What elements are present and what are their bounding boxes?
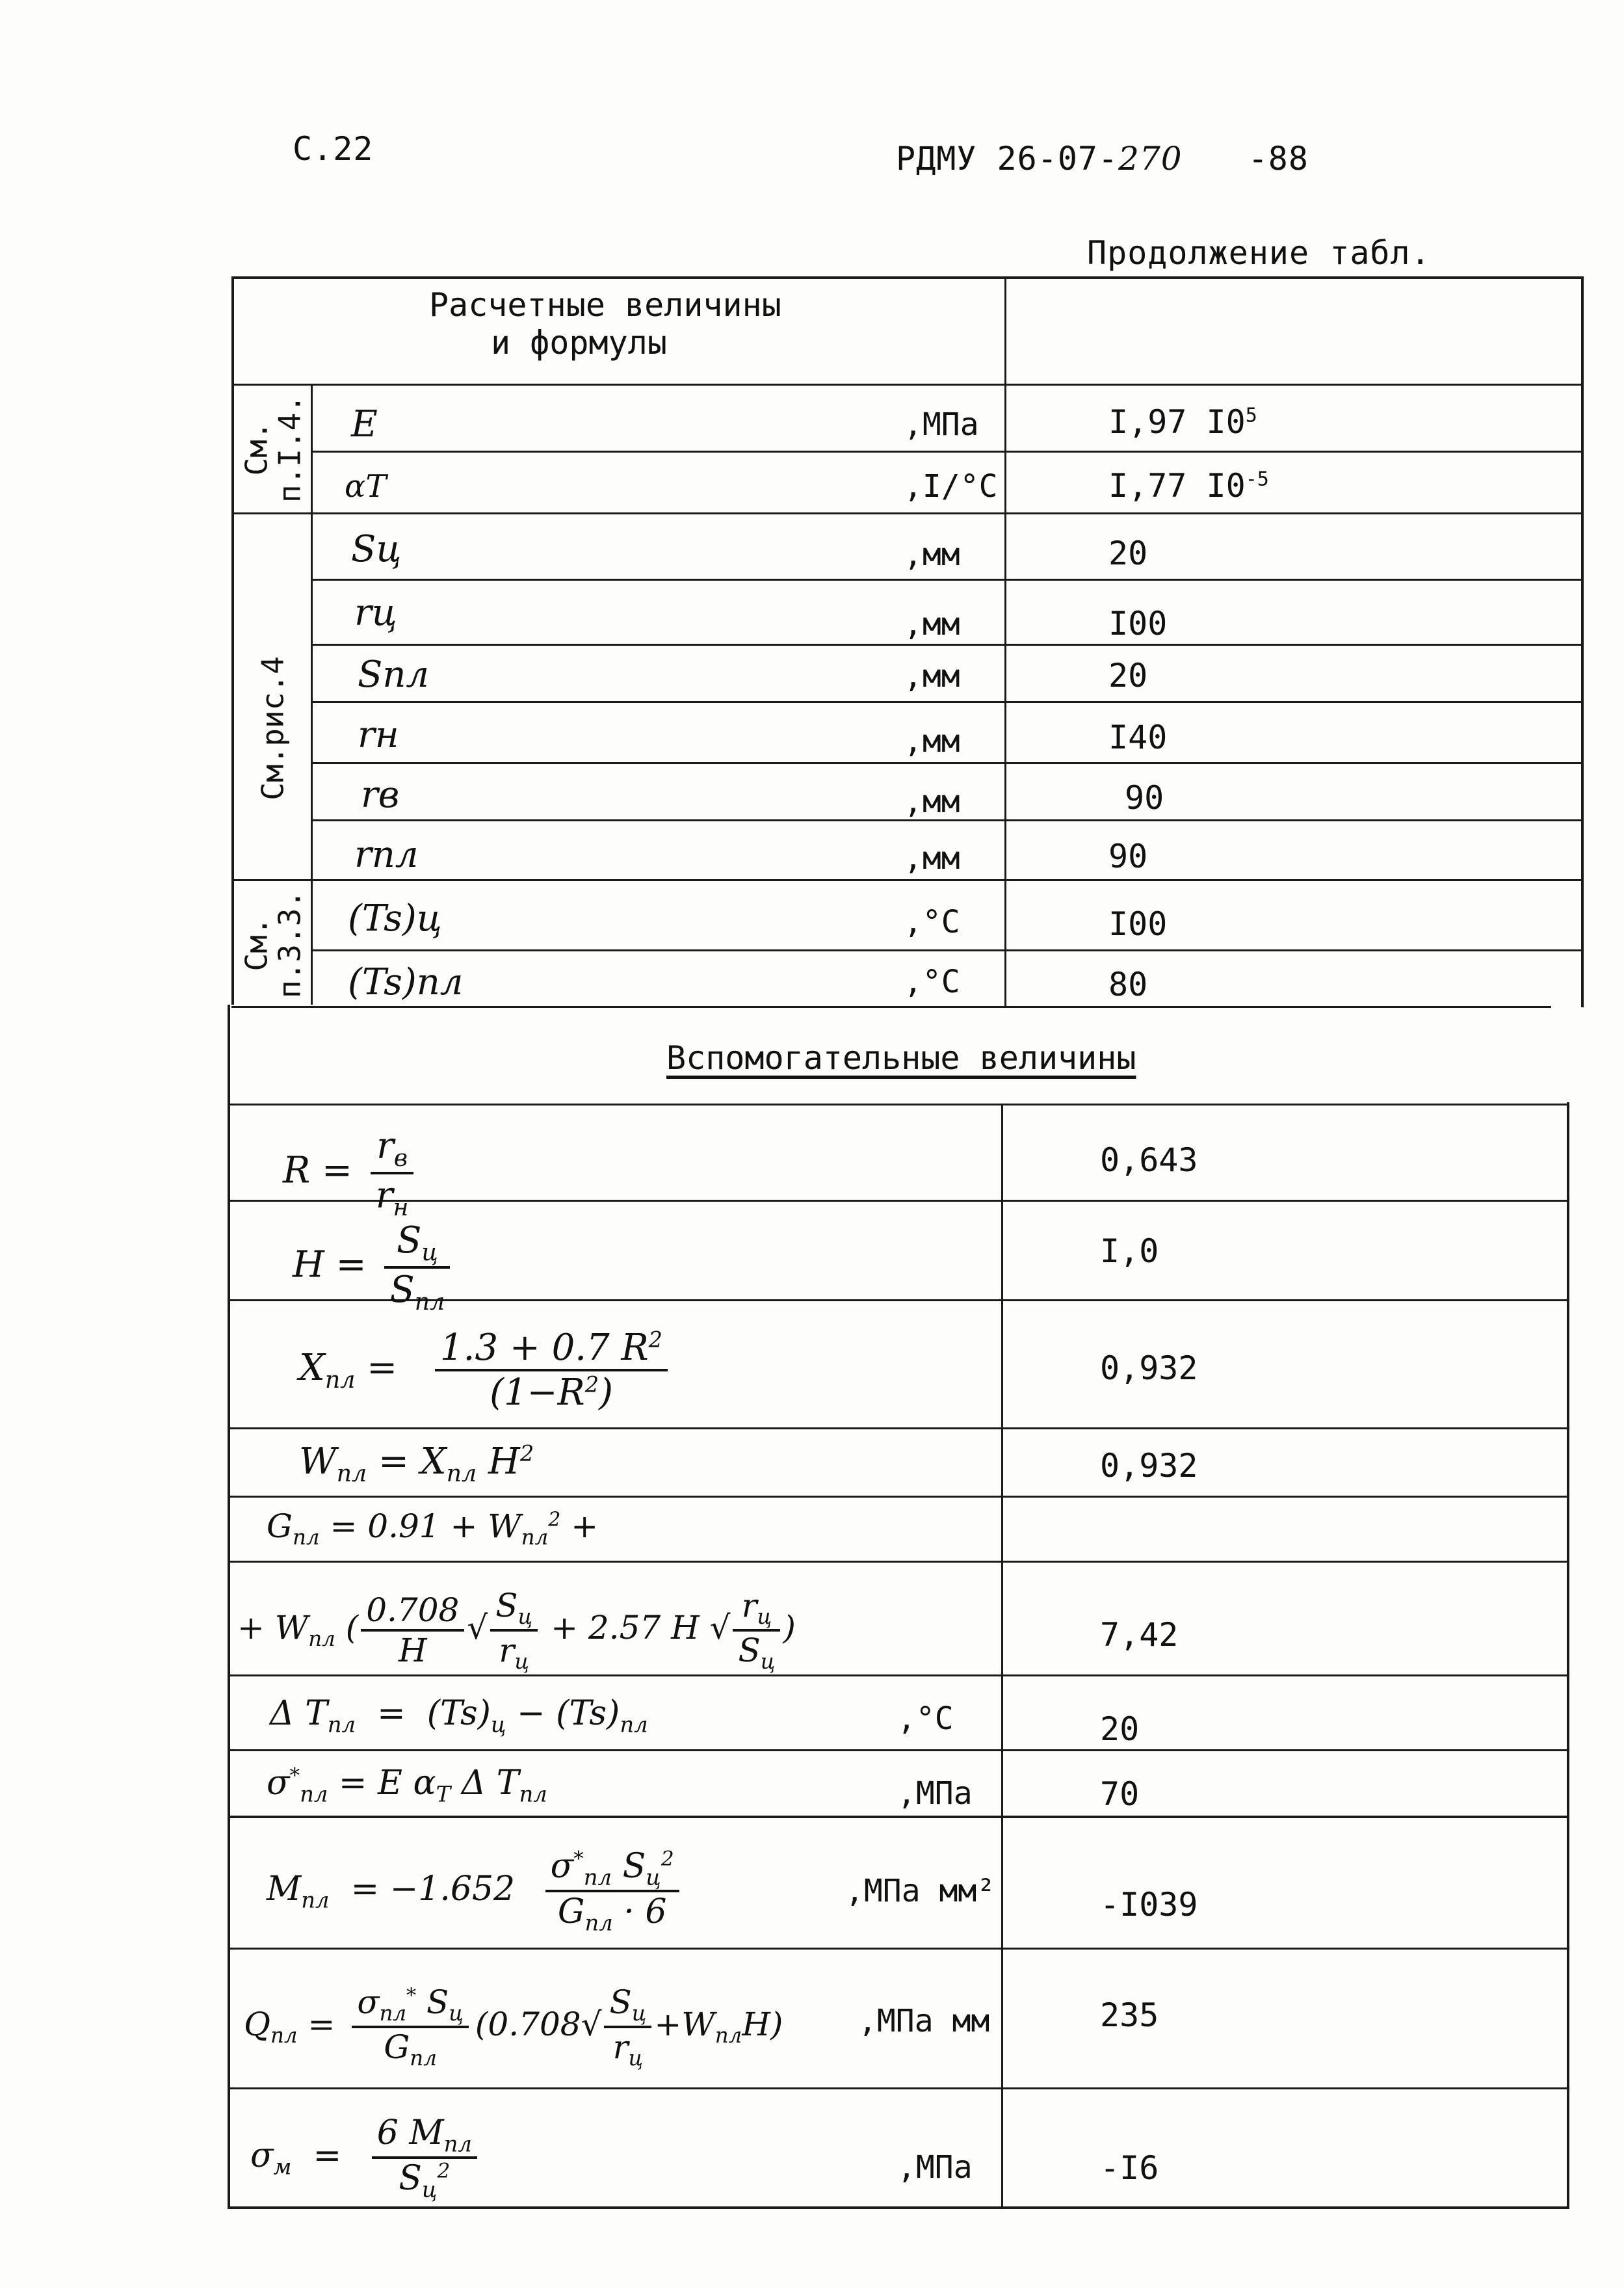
value-delta-t: 20 bbox=[1100, 1710, 1140, 1748]
formula-h bbox=[293, 1219, 456, 1316]
row-separator bbox=[311, 762, 1582, 764]
unit-s-pl: ,мм bbox=[904, 658, 960, 695]
value-s-c: 20 bbox=[1108, 535, 1148, 572]
row-separator bbox=[311, 644, 1582, 646]
formula-delta-t: Δ $T_{пл} = (Ts)_ц - (Ts)_{пл}$ bbox=[270, 1694, 648, 1738]
row-separator bbox=[234, 384, 1583, 386]
unit-r-n: ,мм bbox=[904, 723, 960, 760]
value-sigma-star: 70 bbox=[1100, 1775, 1140, 1813]
fraction-m-pl: $\frac{\sigma^*_{пл} S_ц^2}{G_{пл} \cdot 6}$ bbox=[545, 1847, 679, 1936]
row-separator bbox=[231, 1006, 1551, 1008]
value-g-pl: 7,42 bbox=[1100, 1616, 1179, 1654]
value-r-n: I40 bbox=[1108, 719, 1168, 756]
table-left-border-lower bbox=[228, 1005, 230, 2209]
document-code-handwritten: 270 bbox=[1118, 140, 1183, 178]
unit-delta-t: ,°C bbox=[897, 1700, 954, 1737]
formula-r-lhs: R = bbox=[283, 1149, 352, 1192]
fraction-g-c: $\frac{r_ц}{S_ц}$ bbox=[733, 1587, 780, 1674]
row-separator bbox=[234, 512, 1583, 514]
formula-g-pl-part1: $G_{пл} = 0.91 + W_{пл}^2$ + bbox=[267, 1507, 599, 1550]
value-column-divider-lower bbox=[1001, 1105, 1003, 2209]
fraction-q-root: $\frac{S_ц}{r_ц}$ bbox=[604, 1983, 651, 2071]
page-number: С.22 bbox=[293, 130, 374, 168]
row-separator bbox=[228, 1496, 1569, 1498]
fraction-g-a: $\frac{0.708}{H}$ bbox=[361, 1591, 464, 1669]
row-separator bbox=[228, 2087, 1569, 2089]
value-sigma-m: -I6 bbox=[1100, 2149, 1159, 2187]
formula-m-pl: $M_{пл} = -1.652$ $\frac{\sigma^*_{пл} S_ц^2}{G_{пл} \cdot 6}$ bbox=[267, 1847, 686, 1936]
row-separator bbox=[228, 1674, 1569, 1676]
formula-h-lhs: H = bbox=[293, 1243, 367, 1286]
formula-sigma-m: $\sigma_м$ = $\frac{6 M_{пл}}{S_ц^2}$ bbox=[250, 2113, 484, 2203]
table-head-line1: Расчетные величины bbox=[429, 286, 781, 324]
formula-q-pl: $Q_{пл}$ = $\frac{\sigma_{пл}^* S_ц}{G_{пл}}$ (0.708√ $\frac{S_ц}{r_ц}$ $+W_{пл}H$) bbox=[244, 1983, 783, 2071]
value-e-mantissa: I,97 I0 bbox=[1108, 403, 1246, 441]
fraction-h: $\frac{S_ц}{S_{пл}}$ bbox=[384, 1219, 450, 1316]
row-separator bbox=[228, 1427, 1569, 1429]
table-head-line2: и формулы bbox=[491, 324, 667, 362]
symbol-s-pl: Sпл bbox=[358, 654, 430, 696]
value-h: I,0 bbox=[1100, 1232, 1159, 1270]
unit-r-v: ,мм bbox=[904, 784, 960, 820]
unit-ts-pl: ,°C bbox=[904, 964, 960, 1000]
value-e-exponent: 5 bbox=[1245, 404, 1257, 427]
value-r-v: 90 bbox=[1125, 779, 1164, 817]
symbol-r-pl: rпл bbox=[354, 834, 419, 876]
symbol-r-n: rн bbox=[358, 714, 399, 756]
formula-x-pl bbox=[299, 1327, 674, 1414]
row-separator bbox=[228, 1104, 1569, 1105]
table-right-border-lower bbox=[1567, 1102, 1569, 2209]
value-ts-c: I00 bbox=[1108, 905, 1168, 943]
unit-sigma-star: ,МПа bbox=[897, 1775, 973, 1812]
fraction-r: $\frac{r_в}{r_н}$ bbox=[371, 1125, 414, 1221]
value-q-pl: 235 bbox=[1100, 1996, 1159, 2034]
fraction-g-b: $\frac{S_ц}{r_ц}$ bbox=[490, 1587, 538, 1674]
unit-r-pl: ,мм bbox=[904, 840, 960, 877]
row-separator bbox=[234, 879, 1583, 881]
row-separator bbox=[311, 579, 1582, 581]
symbol-ts-c: (Ts)ц bbox=[348, 897, 442, 940]
row-separator bbox=[228, 1561, 1569, 1563]
document-code-prefix: РДМУ 26-07- bbox=[896, 140, 1119, 178]
value-r-pl: 90 bbox=[1108, 838, 1148, 875]
row-separator bbox=[311, 949, 1582, 951]
row-separator bbox=[228, 1749, 1569, 1751]
value-alpha-t-mantissa: I,77 I0 bbox=[1108, 467, 1246, 505]
auxiliary-section-title: Вспомогательные величины bbox=[666, 1039, 1136, 1077]
value-x-pl: 0,932 bbox=[1100, 1349, 1198, 1387]
table-top-border bbox=[234, 276, 1583, 279]
value-alpha-t bbox=[1108, 467, 1269, 505]
formula-sigma-star: $\sigma^*_{пл} = E$ $\alpha_T$ Δ $T_{пл}$ bbox=[267, 1764, 547, 1807]
value-e bbox=[1108, 403, 1257, 441]
value-m-pl: -I039 bbox=[1100, 1886, 1198, 1924]
symbol-ts-pl: (Ts)пл bbox=[348, 961, 464, 1003]
symbol-alpha-t: αT bbox=[345, 468, 387, 505]
unit-m-pl: ,МПа мм² bbox=[845, 1873, 996, 1909]
unit-r-c: ,мм bbox=[904, 606, 960, 642]
unit-s-c: ,мм bbox=[904, 536, 960, 573]
value-ts-pl: 80 bbox=[1108, 966, 1148, 1003]
row-separator bbox=[228, 1200, 1569, 1202]
group-label-2: См.рис.4 bbox=[255, 656, 291, 800]
formula-r bbox=[283, 1125, 420, 1221]
symbol-e: E bbox=[351, 403, 378, 445]
unit-q-pl: ,МПа мм bbox=[858, 2003, 990, 2039]
table-bottom-border bbox=[228, 2206, 1569, 2209]
fraction-x-pl: $\frac{1.3 + 0.7 R^2}{(1-R^2)}$ bbox=[435, 1327, 668, 1414]
row-separator bbox=[311, 701, 1582, 703]
continuation-label: Продолжение табл. bbox=[1087, 234, 1431, 272]
value-column-divider bbox=[1004, 276, 1006, 1007]
unit-e: ,МПа bbox=[904, 406, 979, 443]
formula-g-pl-part2: + $W_{пл}$ ( $\frac{0.708}{H}$ √ $\frac{S_ц}{r_ц}$ + 2.57 H √ $\frac{r_ц}{S_ц}$ ) bbox=[237, 1587, 796, 1674]
unit-ts-c: ,°C bbox=[904, 904, 960, 940]
fraction-q-pl: $\frac{\sigma_{пл}^* S_ц}{G_{пл}}$ bbox=[352, 1983, 469, 2071]
row-separator bbox=[311, 451, 1582, 453]
value-r-c: I00 bbox=[1108, 605, 1168, 642]
document-code bbox=[896, 140, 1309, 178]
value-alpha-t-exponent: -5 bbox=[1245, 468, 1269, 491]
fraction-sigma-m: $\frac{6 M_{пл}}{S_ц^2}$ bbox=[372, 2113, 477, 2203]
group-label-3: См. п.3.3. bbox=[239, 890, 307, 999]
table-left-border bbox=[231, 276, 234, 1005]
value-w-pl: 0,932 bbox=[1100, 1447, 1198, 1485]
table-right-border bbox=[1581, 276, 1584, 1007]
symbol-r-v: rв bbox=[361, 774, 400, 816]
symbol-r-c: rц bbox=[354, 592, 397, 634]
value-s-pl: 20 bbox=[1108, 657, 1148, 695]
formula-x-pl-lhs: $X_{пл}$ = bbox=[299, 1346, 398, 1394]
symbol-s-c: Sц bbox=[351, 528, 402, 570]
value-r: 0,643 bbox=[1100, 1141, 1198, 1179]
row-separator bbox=[228, 1948, 1569, 1950]
unit-sigma-m: ,МПа bbox=[897, 2149, 973, 2186]
group-label-1: См. п.I.4. bbox=[239, 394, 307, 503]
document-year: -88 bbox=[1248, 140, 1309, 178]
row-separator bbox=[228, 1816, 1569, 1818]
formula-w-pl: $W_{пл} = X_{пл}$ $H^2$ bbox=[299, 1440, 534, 1488]
group-column-divider bbox=[311, 384, 313, 1005]
unit-alpha-t: ,I/°C bbox=[904, 468, 998, 505]
